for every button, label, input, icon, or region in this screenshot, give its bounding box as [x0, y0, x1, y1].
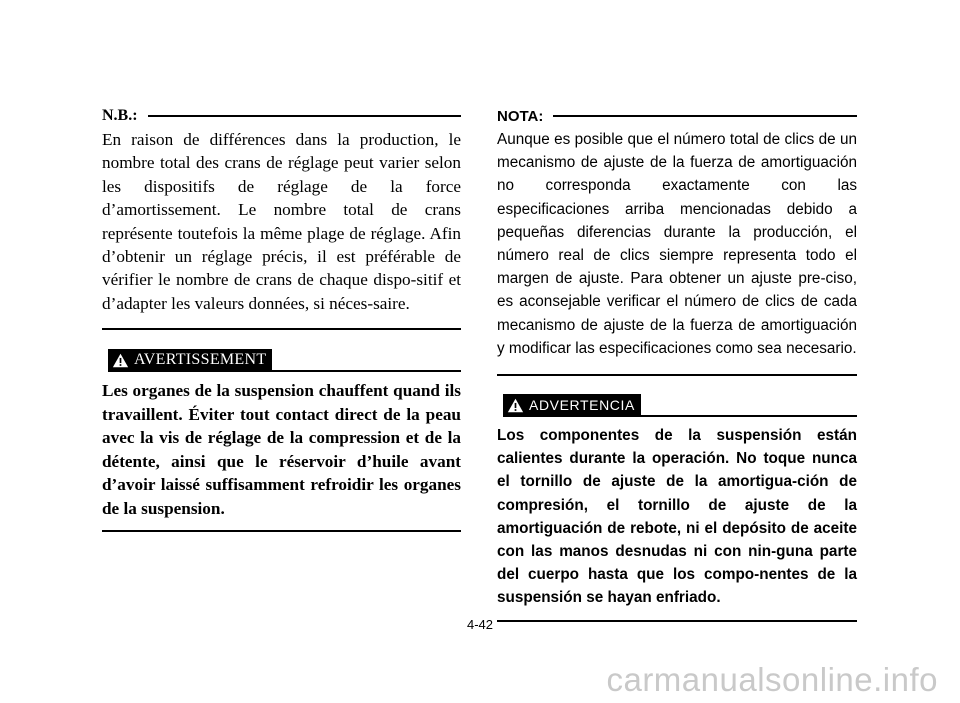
french-column	[102, 104, 461, 532]
note-divider	[553, 115, 857, 117]
warning-text: Les organes de la suspension chauffent quand ils travaillent. Éviter tout contact direct de la peau avec la vis de réglage de la compression et de la détente, ainsi que le réservoir d’huile avant d’avoir laissé suffisamment refroidir les organes de la suspension.	[102, 381, 461, 518]
spanish-column	[497, 104, 857, 622]
note-end-rule	[497, 374, 857, 376]
warning-label: ADVERTENCIA	[529, 397, 635, 414]
warning-label: AVERTISSEMENT	[134, 351, 267, 369]
warning-header	[102, 349, 461, 371]
warning-triangle-icon	[112, 352, 129, 369]
note-text: En raison de différences dans la production, le nombre total des crans de réglage peut varier selon les dispositifs de réglage de la force d’amortissement. Le nombre total de crans représente toutefois la même plage de réglage. Afin d’obtenir un réglage précis, il est préférable de vérifier le nombre de crans de chaque dispo-sitif et d’adapter les valeurs données, si néces-saire.	[102, 130, 461, 313]
note-text: Aunque es posible que el número total de clics de un mecanismo de ajuste de la fuerza de amortiguación no corresponda exactamente con las especificaciones arriba mencionadas debido a pequeñas diferencias durante la producción, el número real de clics siempre representa todo el margen de ajuste. Para obtener un ajuste pre-ciso, es aconsejable verificar el número de clics de cada mecanismo de ajuste de la fuerza de amortiguación y modificar las especificaciones como sea necesario.	[497, 131, 857, 357]
note-label: NOTA:	[497, 107, 544, 125]
warning-end-rule	[102, 530, 461, 532]
warning-badge	[108, 349, 272, 371]
warning-text: Los componentes de la suspensión están calientes durante la operación. No toque nunca el tornillo de ajuste de la amortigua-ción de compresión, el tornillo de ajuste de la amortiguación de rebote, ni el depósito de aceite con las manos desnudas ni con nin-guna parte del cuerpo hasta que los compo-nentes de la suspensión se hayan enfriado.	[497, 427, 857, 607]
note-end-rule	[102, 328, 461, 330]
note-header	[102, 104, 461, 128]
watermark: carmanualsonline.info	[606, 661, 938, 698]
note-label: N.B.:	[102, 107, 138, 124]
warning-badge	[503, 394, 641, 416]
warning-triangle-icon	[507, 397, 524, 414]
page-number: 4-42	[466, 617, 494, 632]
note-header	[497, 104, 857, 128]
note-divider	[148, 115, 461, 117]
warning-header	[497, 394, 857, 416]
